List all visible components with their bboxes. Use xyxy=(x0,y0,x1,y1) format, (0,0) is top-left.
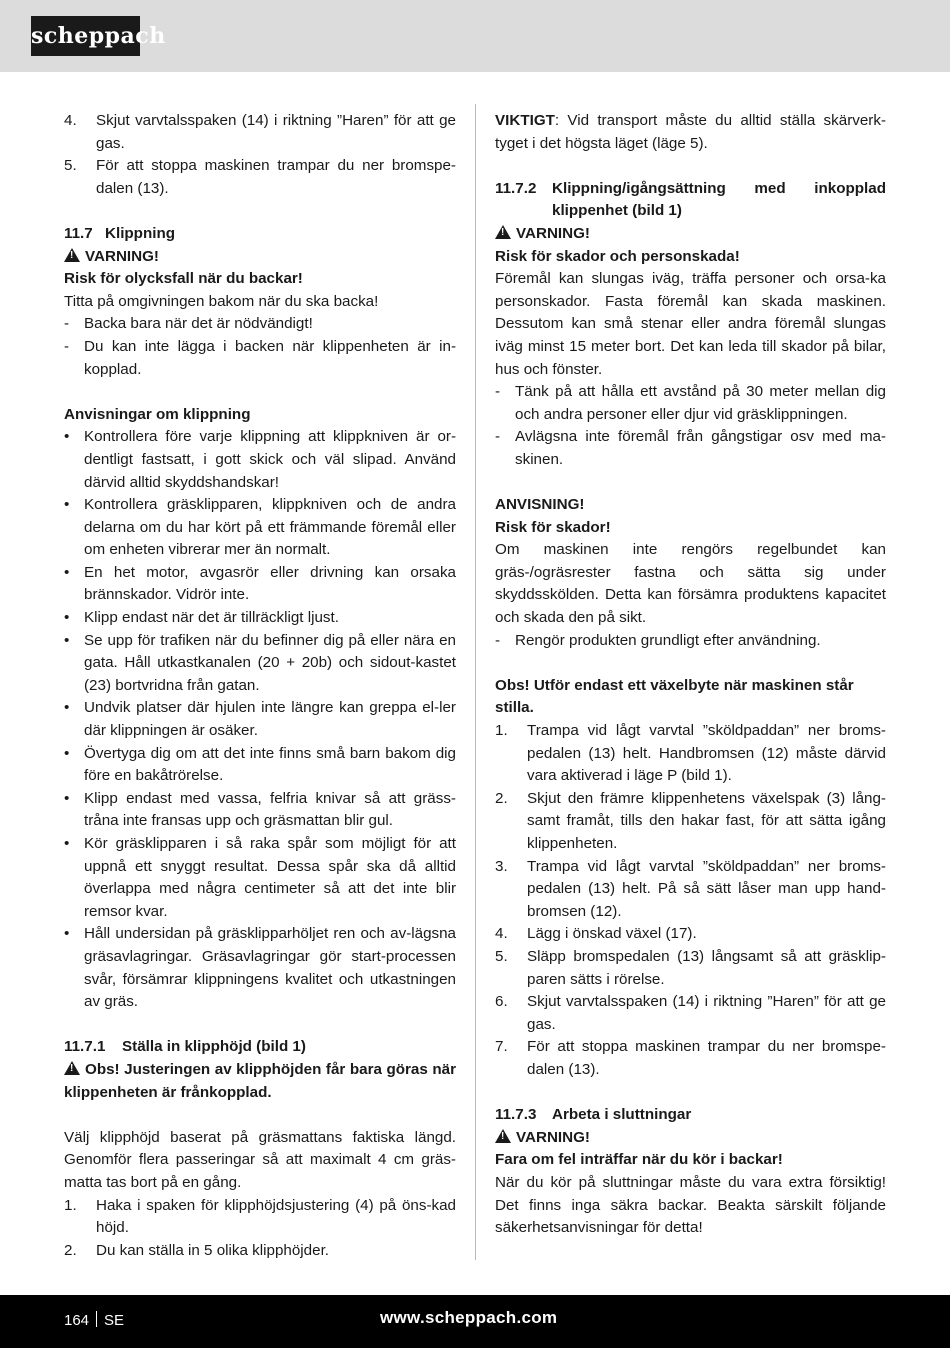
warning-label: !VARNING! xyxy=(64,246,456,269)
right-column xyxy=(495,110,886,1240)
list-item: 1. Trampa vid lågt varvtal ”sköldpaddan” ner broms-pedalen (13) helt. Handbromsen (12) måste därvid vara aktiverad i läge P (bild 1). xyxy=(495,722,886,785)
paragraph: Föremål kan slungas iväg, träffa personer och orsa-ka personskador. Fasta föremål kan skada maskinen. Dessutom kan små stenar eller andra föremål slungas iväg minst 15 meter bort. Det kan leda till skador på bilar, hus och fönster. xyxy=(495,270,886,378)
list-item: • Klipp endast med vassa, felfria knivar så att gräss-tråna inte fransas upp och gräsmattan blir gul. xyxy=(64,789,456,830)
subheading-anvisningar: Anvisningar om klippning xyxy=(64,405,251,423)
list-item: - Rengör produkten grundligt efter användning. xyxy=(495,631,821,649)
anvisning-label: ANVISNING! xyxy=(495,496,585,514)
list-item: • Undvik platser där hjulen inte längre kan greppa el-ler där klippningen är osäker. xyxy=(64,699,456,740)
list-item: 1. Haka i spaken för klipphöjdsjustering (4) på öns-kad höjd. xyxy=(64,1196,456,1237)
header-bar xyxy=(0,0,950,72)
risk-text: Fara om fel inträffar när du kör i backar! xyxy=(495,1151,783,1169)
viktigt-note: VIKTIGT: Vid transport måste du alltid ställa skärverk-tyget i det högsta läget (läge 5). xyxy=(495,112,886,152)
section-heading-11-7-1: 11.7.1 Ställa in klipphöjd (bild 1) xyxy=(64,1038,306,1056)
warning-triangle-icon xyxy=(495,225,511,239)
list-item: 2. Skjut den främre klippenhetens växelspak (3) lång-samt framåt, tills den hakar fast, för att sätta igång klippenheten. xyxy=(495,789,886,852)
list-item: 2. Du kan ställa in 5 olika klipphöjder. xyxy=(64,1241,330,1259)
footer-bar xyxy=(0,1295,950,1348)
list-item: 7. För att stoppa maskinen trampar du ner bromspe-dalen (13). xyxy=(495,1038,886,1078)
list-item: - Avlägsna inte föremål från gångstigar osv med ma-skinen. xyxy=(495,428,886,468)
list-item: • Kontrollera före varje klippning att klippkniven är or-dentligt fastsatt, i gott skick och väl slipad. Använd därvid alltid skyddshandskar! xyxy=(64,428,456,491)
risk-text: Risk för skador! xyxy=(495,518,611,536)
warning-triangle-icon xyxy=(495,1129,511,1143)
warning-label: !VARNING! xyxy=(495,1127,886,1150)
paragraph: Titta på omgivningen bakom när du ska backa! xyxy=(64,292,379,310)
page-separator xyxy=(96,1311,97,1327)
page-number: 164 SE xyxy=(64,1312,125,1329)
list-item: • Kontrollera gräsklipparen, klippkniven och de andra delarna om du har kört på ett främmande föremål eller om enheten vibrerar mer än normalt. xyxy=(64,496,456,559)
obs-heading: Obs! Utför endast ett växelbyte när maskinen står stilla. xyxy=(495,676,854,717)
list-item: - Du kan inte lägga i backen när klippenheten är in-kopplad. xyxy=(64,337,456,378)
list-item: 5. Släpp bromspedalen (13) långsamt så att gräsklip-paren sätts i rörelse. xyxy=(495,947,886,988)
list-item: 6. Skjut varvtalsspaken (14) i riktning ”Haren” för att ge gas. xyxy=(495,993,886,1033)
list-item: • Övertyga dig om att det inte finns små barn bakom dig före en bakåtrörelse. xyxy=(64,744,456,785)
scheppach-logo: scheppach xyxy=(31,16,140,56)
list-item: • En het motor, avgasrör eller drivning kan orsaka brännskador. Vidrör inte. xyxy=(64,563,456,604)
paragraph: Om maskinen inte rengörs regelbundet kan gräs-/ogräsrester fastna och sätta sig under skyddsskölden. Detta kan försämra produktens kapacitet och skada den på sikt. xyxy=(495,541,886,627)
warning-triangle-icon xyxy=(64,1061,80,1075)
list-item: • Se upp för trafiken när du befinner dig på eller nära en gata. Håll utkastkanalen (20 + 20b) och sidout-kastet (23) bortvridna från gatan. xyxy=(64,631,456,694)
left-column xyxy=(64,110,456,1262)
warning-triangle-icon xyxy=(64,248,80,262)
list-item: • Klipp endast när det är tillräckligt ljust. xyxy=(64,609,339,627)
section-heading-11-7: 11.7 Klippning xyxy=(64,224,176,242)
list-item: 4. Lägg i önskad växel (17). xyxy=(495,925,697,943)
list-item: • Håll undersidan på gräsklipparhöljet ren och av-lägsna gräsavlagringar. Gräsavlagringar gör start-processen svår, försämrar klippningens kvalitet och utkastningen av gräs. xyxy=(64,925,456,1011)
list-item: 3. Trampa vid lågt varvtal ”sköldpaddan” ner broms-pedalen (13) helt. På så sätt låser man upp hand-bromsen (12). xyxy=(495,857,886,920)
website-link[interactable]: www.scheppach.com xyxy=(380,1308,558,1327)
list-item: 5. För att stoppa maskinen trampar du ner bromspe-dalen (13). xyxy=(64,157,456,197)
risk-text: Risk för olycksfall när du backar! xyxy=(64,270,303,288)
list-item: - Backa bara när det är nödvändigt! xyxy=(64,315,313,333)
warning-label: !VARNING! xyxy=(495,223,886,246)
column-divider xyxy=(475,104,476,1260)
section-heading-11-7-2: 11.7.2 Klippning/igångsättning med inkopplad klippenhet (bild 1) xyxy=(495,179,886,220)
obs-note: !Obs! Justeringen av klipphöjden får bara göras när klippenheten är frånkopplad. xyxy=(64,1059,456,1104)
paragraph: Välj klipphöjd baserat på gräsmattans faktiska längd. Genomför flera passeringar så att maximalt 4 cm gräs-matta tas bort på en gång. xyxy=(64,1128,456,1191)
risk-text: Risk för skador och personskada! xyxy=(495,247,740,265)
paragraph: När du kör på sluttningar måste du vara extra försiktig! Det finns inga säkra backar. Beakta särskilt följande säkerhetsanvisningar för detta! xyxy=(495,1173,886,1237)
list-item: 4. Skjut varvtalsspaken (14) i riktning ”Haren” för att ge gas. xyxy=(64,112,456,152)
list-item: • Kör gräsklipparen i så raka spår som möjligt för att uppnå ett snyggt resultat. Dessa spår ska då alltid överlappa med några centimeter så att det inte blir remsor kvar. xyxy=(64,835,456,920)
list-item: - Tänk på att hålla ett avstånd på 30 meter mellan dig och andra personer eller djur vid gräsklippningen. xyxy=(495,383,886,423)
section-heading-11-7-3: 11.7.3 Arbeta i sluttningar xyxy=(495,1106,692,1124)
